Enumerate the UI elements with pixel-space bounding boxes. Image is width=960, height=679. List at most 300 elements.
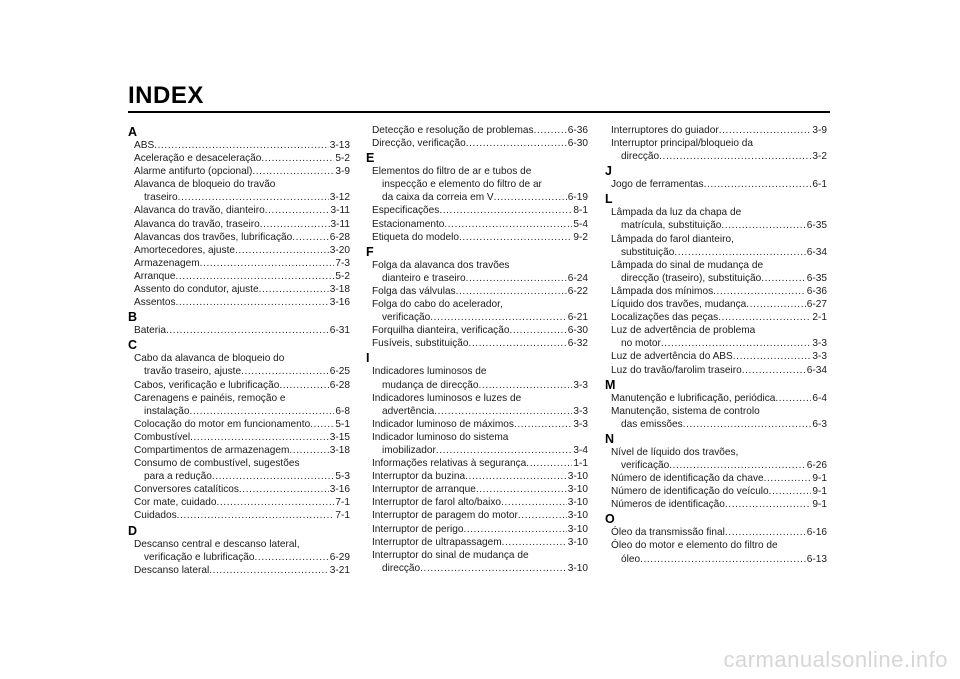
index-entry-text: Lâmpada da luz da chapa de bbox=[611, 207, 742, 219]
index-entry bbox=[605, 285, 827, 298]
index-entry-page: 1-1 bbox=[573, 458, 588, 470]
index-entry-page: 5-3 bbox=[335, 471, 350, 483]
index-entry bbox=[128, 470, 350, 483]
dot-leader bbox=[466, 272, 567, 285]
dot-leader bbox=[526, 457, 572, 470]
index-entry-page: 6-24 bbox=[567, 272, 588, 284]
index-entry-label: Detecção e resolução de problemas bbox=[372, 125, 534, 136]
dot-leader bbox=[456, 285, 567, 298]
index-entry-page: 6-28 bbox=[329, 231, 350, 243]
index-entry-page: 6-16 bbox=[806, 527, 827, 539]
index-entry bbox=[128, 218, 350, 231]
index-entry-page: 6-35 bbox=[806, 220, 827, 232]
index-entry-label: Número de identificação do veículo bbox=[611, 486, 769, 498]
dot-leader bbox=[775, 392, 811, 405]
index-entry-label: no motor bbox=[621, 338, 661, 350]
index-entry bbox=[605, 526, 827, 539]
dot-leader bbox=[518, 509, 567, 522]
index-column-3 bbox=[605, 124, 827, 566]
index-entry-page: 9-1 bbox=[812, 473, 827, 485]
index-entry bbox=[128, 483, 350, 496]
index-entry bbox=[128, 296, 350, 309]
index-entry-label: Interruptor de ultrapassagem bbox=[372, 536, 502, 548]
index-entry-label: Conversores catalíticos bbox=[134, 484, 239, 496]
dot-leader bbox=[721, 219, 805, 232]
dot-leader bbox=[509, 324, 566, 337]
section-letter: J bbox=[605, 164, 612, 179]
index-entry-text: Interruptor principal/bloqueio da bbox=[611, 138, 753, 150]
dot-leader bbox=[501, 496, 567, 509]
index-entry bbox=[128, 551, 350, 564]
dot-leader bbox=[279, 379, 328, 392]
index-entry-page: 3-3 bbox=[573, 405, 588, 417]
index-entry bbox=[366, 337, 588, 350]
index-entry bbox=[605, 178, 827, 191]
index-entry-label: verificação e lubrificação bbox=[144, 551, 255, 563]
dot-leader bbox=[659, 150, 811, 163]
index-entry-label: Cor mate, cuidado bbox=[134, 497, 217, 509]
index-entry-text: Folga do cabo do acelerador, bbox=[372, 299, 503, 311]
index-entry-label: Estacionamento bbox=[372, 218, 445, 230]
index-entry-text: Indicadores luminosos e luzes de bbox=[372, 392, 522, 404]
index-entry-page: 3-10 bbox=[567, 562, 588, 574]
index-entry-text: Interruptor do sinal de mudança de bbox=[372, 549, 529, 561]
dot-leader bbox=[166, 324, 329, 337]
index-entry bbox=[366, 324, 588, 337]
dot-leader bbox=[239, 483, 329, 496]
index-entry-page: 6-29 bbox=[329, 551, 350, 563]
index-entry bbox=[128, 564, 350, 577]
index-entry-page: 3-20 bbox=[329, 244, 350, 256]
index-entry-label: Interruptor da buzina bbox=[372, 471, 466, 483]
index-entry-page: 6-35 bbox=[806, 272, 827, 284]
index-entry-text: Folga da alavanca dos travões bbox=[372, 259, 510, 271]
index-entry-page: 6-25 bbox=[329, 366, 350, 378]
dot-leader bbox=[661, 337, 812, 350]
title-divider bbox=[128, 111, 830, 113]
index-entry-page: 3-10 bbox=[567, 484, 588, 496]
index-entry bbox=[605, 553, 827, 566]
index-entry-page: 5-4 bbox=[573, 218, 588, 230]
index-entry bbox=[128, 365, 350, 378]
index-entry-text: Lâmpada do farol dianteiro, bbox=[611, 233, 734, 245]
index-entry-label: Luz do travão/farolim traseiro bbox=[611, 364, 742, 376]
index-entry-label: substituição bbox=[621, 246, 675, 258]
index-entry-label: Cabos, verificação e lubrificação bbox=[134, 379, 280, 391]
index-entry-page: 3-18 bbox=[329, 284, 350, 296]
index-entry bbox=[128, 257, 350, 270]
index-entry bbox=[605, 350, 827, 363]
dot-leader bbox=[476, 483, 567, 496]
index-entry bbox=[128, 418, 350, 431]
index-entry-label: Luz de advertência do ABS bbox=[611, 351, 733, 363]
index-entry-page: 3-16 bbox=[329, 297, 350, 309]
watermark: carmanualsonline.info bbox=[723, 647, 948, 672]
index-entry bbox=[128, 231, 350, 244]
section-letter: L bbox=[605, 192, 613, 207]
index-entry bbox=[366, 191, 588, 204]
index-entry-page: 6-27 bbox=[806, 299, 827, 311]
index-entry-label: Localizações das peças bbox=[611, 312, 719, 324]
section-letter: E bbox=[366, 151, 375, 166]
index-entry-label: Combustível bbox=[134, 431, 191, 443]
dot-leader bbox=[265, 204, 330, 217]
index-entry-page: 6-28 bbox=[329, 379, 350, 391]
index-entry-page: 6-13 bbox=[806, 553, 827, 565]
dot-leader bbox=[430, 311, 567, 324]
index-entry-page: 3-10 bbox=[567, 523, 588, 535]
index-entry-page: 3-10 bbox=[567, 471, 588, 483]
index-entry-label: Fusíveis, substituição bbox=[372, 338, 469, 350]
index-entry-label: travão traseiro, ajuste bbox=[144, 366, 242, 378]
dot-leader bbox=[310, 418, 334, 431]
index-entry-label: Interruptor de paragem do motor bbox=[372, 510, 518, 522]
index-entry-page: 6-32 bbox=[567, 338, 588, 350]
dot-leader bbox=[640, 553, 806, 566]
index-entry-label: Manutenção e lubrificação, periódica bbox=[611, 392, 776, 404]
index-entry-page: 6-22 bbox=[567, 285, 588, 297]
index-entry-page: 3-13 bbox=[329, 140, 350, 151]
dot-leader bbox=[259, 283, 329, 296]
index-entry-label: Indicador luminoso de máximos bbox=[372, 418, 514, 430]
index-entry bbox=[366, 536, 588, 549]
index-entry-page: 3-15 bbox=[329, 431, 350, 443]
index-entry-label: verificação bbox=[621, 459, 670, 471]
index-entry bbox=[366, 218, 588, 231]
dot-leader bbox=[289, 444, 328, 457]
index-entry-page: 6-19 bbox=[567, 192, 588, 204]
index-entry-label: Interruptores do guiador bbox=[611, 125, 719, 136]
section-letter: O bbox=[605, 512, 615, 527]
dot-leader bbox=[746, 298, 806, 311]
index-entry-page: 7-3 bbox=[335, 257, 350, 269]
index-entry bbox=[366, 418, 588, 431]
dot-leader bbox=[235, 244, 329, 257]
index-entry bbox=[128, 405, 350, 418]
section-letter: M bbox=[605, 377, 616, 392]
index-entry-page: 5-2 bbox=[335, 270, 350, 282]
dot-leader bbox=[420, 562, 567, 575]
index-entry-page: 6-3 bbox=[812, 418, 827, 430]
index-entry-page: 6-36 bbox=[806, 285, 827, 297]
index-entry-label: Alavanca do travão, traseiro bbox=[134, 218, 260, 230]
index-entry-text: Carenagens e painéis, remoção e bbox=[134, 392, 286, 404]
index-entry-label: Alarme antifurto (opcional) bbox=[134, 166, 253, 178]
dot-leader bbox=[465, 470, 567, 483]
index-entry-text: Descanso central e descanso lateral, bbox=[134, 538, 300, 550]
index-entry-page: 6-21 bbox=[567, 312, 588, 324]
index-entry bbox=[366, 457, 588, 470]
index-entry-text: Alavanca de bloqueio do travão bbox=[134, 179, 276, 191]
index-entry bbox=[128, 165, 350, 178]
index-entry-page: 7-1 bbox=[335, 510, 350, 522]
dot-leader bbox=[725, 526, 806, 539]
index-entry-label: Jogo de ferramentas bbox=[611, 179, 704, 191]
index-entry bbox=[128, 379, 350, 392]
index-entry bbox=[605, 472, 827, 485]
dot-leader bbox=[189, 405, 334, 418]
index-entry-text: Indicadores luminosos de bbox=[372, 366, 487, 378]
dot-leader bbox=[178, 191, 329, 204]
section-letter: F bbox=[366, 244, 374, 259]
index-entry bbox=[366, 483, 588, 496]
index-entry-label: Amortecedores, ajuste bbox=[134, 244, 235, 256]
dot-leader bbox=[176, 296, 329, 309]
index-entry-page: 9-1 bbox=[812, 499, 827, 511]
index-entry bbox=[128, 496, 350, 509]
index-entry-label: Óleo da transmissão final bbox=[611, 527, 725, 539]
index-entry-page: 8-1 bbox=[573, 205, 588, 217]
index-entry-page: 9-2 bbox=[573, 231, 588, 243]
index-entry bbox=[366, 496, 588, 509]
index-entry-label: óleo bbox=[621, 553, 641, 565]
index-entry-label: Números de identificação bbox=[611, 499, 725, 511]
index-entry-label: dianteiro e traseiro bbox=[382, 272, 466, 284]
dot-leader bbox=[154, 139, 329, 152]
index-entry-label: Forquilha dianteira, verificação bbox=[372, 325, 510, 337]
dot-leader bbox=[209, 564, 329, 577]
index-entry-label: traseiro bbox=[144, 192, 178, 204]
index-entry-page: 3-3 bbox=[573, 418, 588, 430]
index-entry-page: 3-9 bbox=[812, 125, 827, 136]
index-entry-label: matrícula, substituição bbox=[621, 220, 722, 232]
index-entry bbox=[366, 562, 588, 575]
dot-leader bbox=[459, 231, 572, 244]
section-letter: D bbox=[128, 523, 138, 538]
index-entry-text: Nível de líquido dos travões, bbox=[611, 446, 739, 458]
index-entry-label: Armazenagem bbox=[134, 257, 200, 269]
dot-leader bbox=[669, 459, 806, 472]
index-entry-label: Compartimentos de armazenagem bbox=[134, 444, 290, 456]
index-column-2 bbox=[366, 124, 588, 575]
index-entry-text: Luz de advertência de problema bbox=[611, 325, 756, 337]
index-entry bbox=[128, 509, 350, 522]
dot-leader bbox=[674, 246, 805, 259]
index-entry-page: 3-3 bbox=[573, 379, 588, 391]
index-entry-page: 3-4 bbox=[573, 444, 588, 456]
index-entry-page: 5-2 bbox=[335, 153, 350, 165]
index-entry-label: para a redução bbox=[144, 471, 212, 483]
index-entry bbox=[128, 324, 350, 337]
index-entry bbox=[366, 137, 588, 150]
dot-leader bbox=[479, 379, 573, 392]
index-entry bbox=[128, 444, 350, 457]
section-letter: I bbox=[366, 351, 370, 366]
index-entry bbox=[366, 311, 588, 324]
index-entry bbox=[605, 272, 827, 285]
index-entry-page: 2-1 bbox=[812, 312, 827, 324]
index-entry bbox=[128, 283, 350, 296]
index-entry bbox=[605, 219, 827, 232]
index-entry bbox=[605, 392, 827, 405]
index-entry-label: advertência bbox=[382, 405, 435, 417]
index-entry-label: mudança de direcção bbox=[382, 379, 479, 391]
index-entry-text: Elementos do filtro de ar e tubos de bbox=[372, 166, 532, 178]
index-entry-label: Etiqueta do modelo bbox=[372, 231, 459, 243]
index-entry-page: 3-11 bbox=[330, 218, 350, 230]
dot-leader bbox=[719, 124, 812, 137]
dot-leader bbox=[177, 509, 335, 522]
index-entry-label: direcção (traseiro), substituição bbox=[621, 272, 762, 284]
index-entry-page: 6-30 bbox=[567, 138, 588, 150]
index-entry bbox=[366, 285, 588, 298]
index-entry-page: 6-31 bbox=[329, 325, 350, 337]
index-entry bbox=[605, 124, 827, 137]
index-entry-text: Lâmpada do sinal de mudança de bbox=[611, 259, 764, 271]
dot-leader bbox=[725, 498, 812, 511]
dot-leader bbox=[241, 365, 329, 378]
dot-leader bbox=[742, 364, 806, 377]
index-entry-page: 3-11 bbox=[330, 205, 350, 217]
index-entry bbox=[128, 270, 350, 283]
dot-leader bbox=[769, 485, 812, 498]
index-entry-label: imobilizador bbox=[382, 444, 436, 456]
index-entry-label: Cuidados bbox=[134, 510, 177, 522]
index-entry-page: 6-1 bbox=[812, 179, 827, 191]
index-entry-page: 3-10 bbox=[567, 536, 588, 548]
index-entry bbox=[605, 418, 827, 431]
dot-leader bbox=[252, 165, 334, 178]
index-entry-page: 3-9 bbox=[335, 166, 350, 178]
section-letter: B bbox=[128, 310, 138, 325]
dot-leader bbox=[502, 536, 567, 549]
index-entry-page: 3-21 bbox=[329, 564, 350, 576]
index-entry-page: 6-34 bbox=[806, 246, 827, 258]
dot-leader bbox=[176, 270, 335, 283]
index-entry-label: Especificações bbox=[372, 205, 440, 217]
index-entry-label: Descanso lateral bbox=[134, 564, 210, 576]
index-entry-label: Informações relativas à segurança bbox=[372, 458, 527, 470]
index-entry-page: 3-2 bbox=[812, 151, 827, 163]
index-entry-page: 3-10 bbox=[567, 497, 588, 509]
dot-leader bbox=[212, 470, 335, 483]
index-entry-label: instalação bbox=[144, 405, 190, 417]
index-entry bbox=[366, 470, 588, 483]
index-entry-label: Assentos bbox=[134, 297, 176, 309]
dot-leader bbox=[255, 551, 329, 564]
dot-leader bbox=[466, 137, 567, 150]
index-entry-label: Interruptor de arranque bbox=[372, 484, 476, 496]
dot-leader bbox=[514, 418, 572, 431]
index-entry-page: 9-1 bbox=[812, 486, 827, 498]
index-entry bbox=[605, 498, 827, 511]
index-entry-label: Líquido dos travões, mudança bbox=[611, 299, 747, 311]
index-entry-page: 6-36 bbox=[567, 125, 588, 136]
index-entry-page: 3-3 bbox=[812, 351, 827, 363]
index-entry-label: Aceleração e desaceleração bbox=[134, 153, 262, 165]
index-entry-text: Manutenção, sistema de controlo bbox=[611, 405, 760, 417]
section-letter: C bbox=[128, 338, 138, 353]
index-entry-page: 6-4 bbox=[812, 392, 827, 404]
index-entry-text: Cabo da alavanca de bloqueio do bbox=[134, 353, 285, 365]
index-entry-text: Consumo de combustível, sugestões bbox=[134, 458, 300, 470]
dot-leader bbox=[494, 191, 567, 204]
dot-leader bbox=[733, 350, 812, 363]
dot-leader bbox=[190, 431, 329, 444]
index-entry-label: Número de identificação da chave bbox=[611, 473, 764, 485]
dot-leader bbox=[534, 124, 567, 137]
index-entry-page: 3-12 bbox=[329, 192, 350, 204]
dot-leader bbox=[463, 523, 566, 536]
index-entry-page: 3-16 bbox=[329, 484, 350, 496]
index-entry-label: Alavancas dos travões, lubrificação bbox=[134, 231, 293, 243]
index-entry-label: Interruptor de perigo bbox=[372, 523, 464, 535]
index-entry bbox=[605, 298, 827, 311]
dot-leader bbox=[704, 178, 812, 191]
dot-leader bbox=[434, 405, 572, 418]
index-entry-text: inspecção e elemento do filtro de ar bbox=[382, 179, 542, 191]
index-entry bbox=[605, 337, 827, 350]
index-entry bbox=[605, 459, 827, 472]
index-entry-label: Folga das válvulas bbox=[372, 285, 456, 297]
dot-leader bbox=[683, 418, 812, 431]
index-entry-page: 3-3 bbox=[812, 338, 827, 350]
dot-leader bbox=[261, 152, 334, 165]
index-entry bbox=[128, 431, 350, 444]
index-entry-page: 7-1 bbox=[335, 497, 350, 509]
index-entry-text: Óleo do motor e elemento do filtro de bbox=[611, 540, 778, 552]
dot-leader bbox=[292, 231, 329, 244]
index-entry bbox=[366, 405, 588, 418]
index-entry bbox=[366, 379, 588, 392]
index-entry bbox=[366, 272, 588, 285]
index-entry bbox=[366, 204, 588, 217]
index-entry-label: da caixa da correia em V bbox=[382, 192, 494, 204]
dot-leader bbox=[439, 204, 572, 217]
index-entry-label: Arranque bbox=[134, 270, 176, 282]
index-entry bbox=[366, 523, 588, 536]
dot-leader bbox=[761, 272, 806, 285]
index-entry bbox=[605, 246, 827, 259]
dot-leader bbox=[718, 311, 811, 324]
dot-leader bbox=[764, 472, 812, 485]
index-entry-label: Direcção, verificação bbox=[372, 138, 466, 150]
dot-leader bbox=[260, 218, 330, 231]
index-entry bbox=[128, 139, 350, 152]
index-entry-label: das emissões bbox=[621, 418, 683, 430]
section-letter: N bbox=[605, 431, 615, 446]
index-entry bbox=[605, 150, 827, 163]
index-entry-page: 6-8 bbox=[335, 405, 350, 417]
index-entry-page: 6-26 bbox=[806, 459, 827, 471]
index-entry-page: 3-10 bbox=[567, 510, 588, 522]
dot-leader bbox=[216, 496, 334, 509]
index-entry-label: Assento do condutor, ajuste bbox=[134, 284, 259, 296]
index-entry bbox=[128, 191, 350, 204]
dot-leader bbox=[200, 257, 335, 270]
index-entry-label: ABS bbox=[134, 140, 155, 151]
index-entry-page: 6-34 bbox=[806, 364, 827, 376]
index-column-1 bbox=[128, 124, 350, 577]
index-entry bbox=[128, 152, 350, 165]
index-entry-label: Colocação do motor em funcionamento bbox=[134, 418, 311, 430]
dot-leader bbox=[469, 337, 567, 350]
index-entry bbox=[128, 244, 350, 257]
index-entry-label: Bateria bbox=[134, 325, 166, 337]
index-entry-page: 5-1 bbox=[335, 418, 350, 430]
index-entry bbox=[128, 204, 350, 217]
index-entry-label: direcção bbox=[621, 151, 660, 163]
section-letter: A bbox=[128, 125, 138, 139]
index-entry bbox=[605, 364, 827, 377]
index-entry-text: Indicador luminoso do sistema bbox=[372, 431, 509, 443]
dot-leader bbox=[444, 218, 572, 231]
index-entry bbox=[366, 124, 588, 137]
index-entry-label: direcção bbox=[382, 562, 421, 574]
index-entry bbox=[605, 311, 827, 324]
dot-leader bbox=[713, 285, 806, 298]
page-title: INDEX bbox=[128, 82, 204, 109]
